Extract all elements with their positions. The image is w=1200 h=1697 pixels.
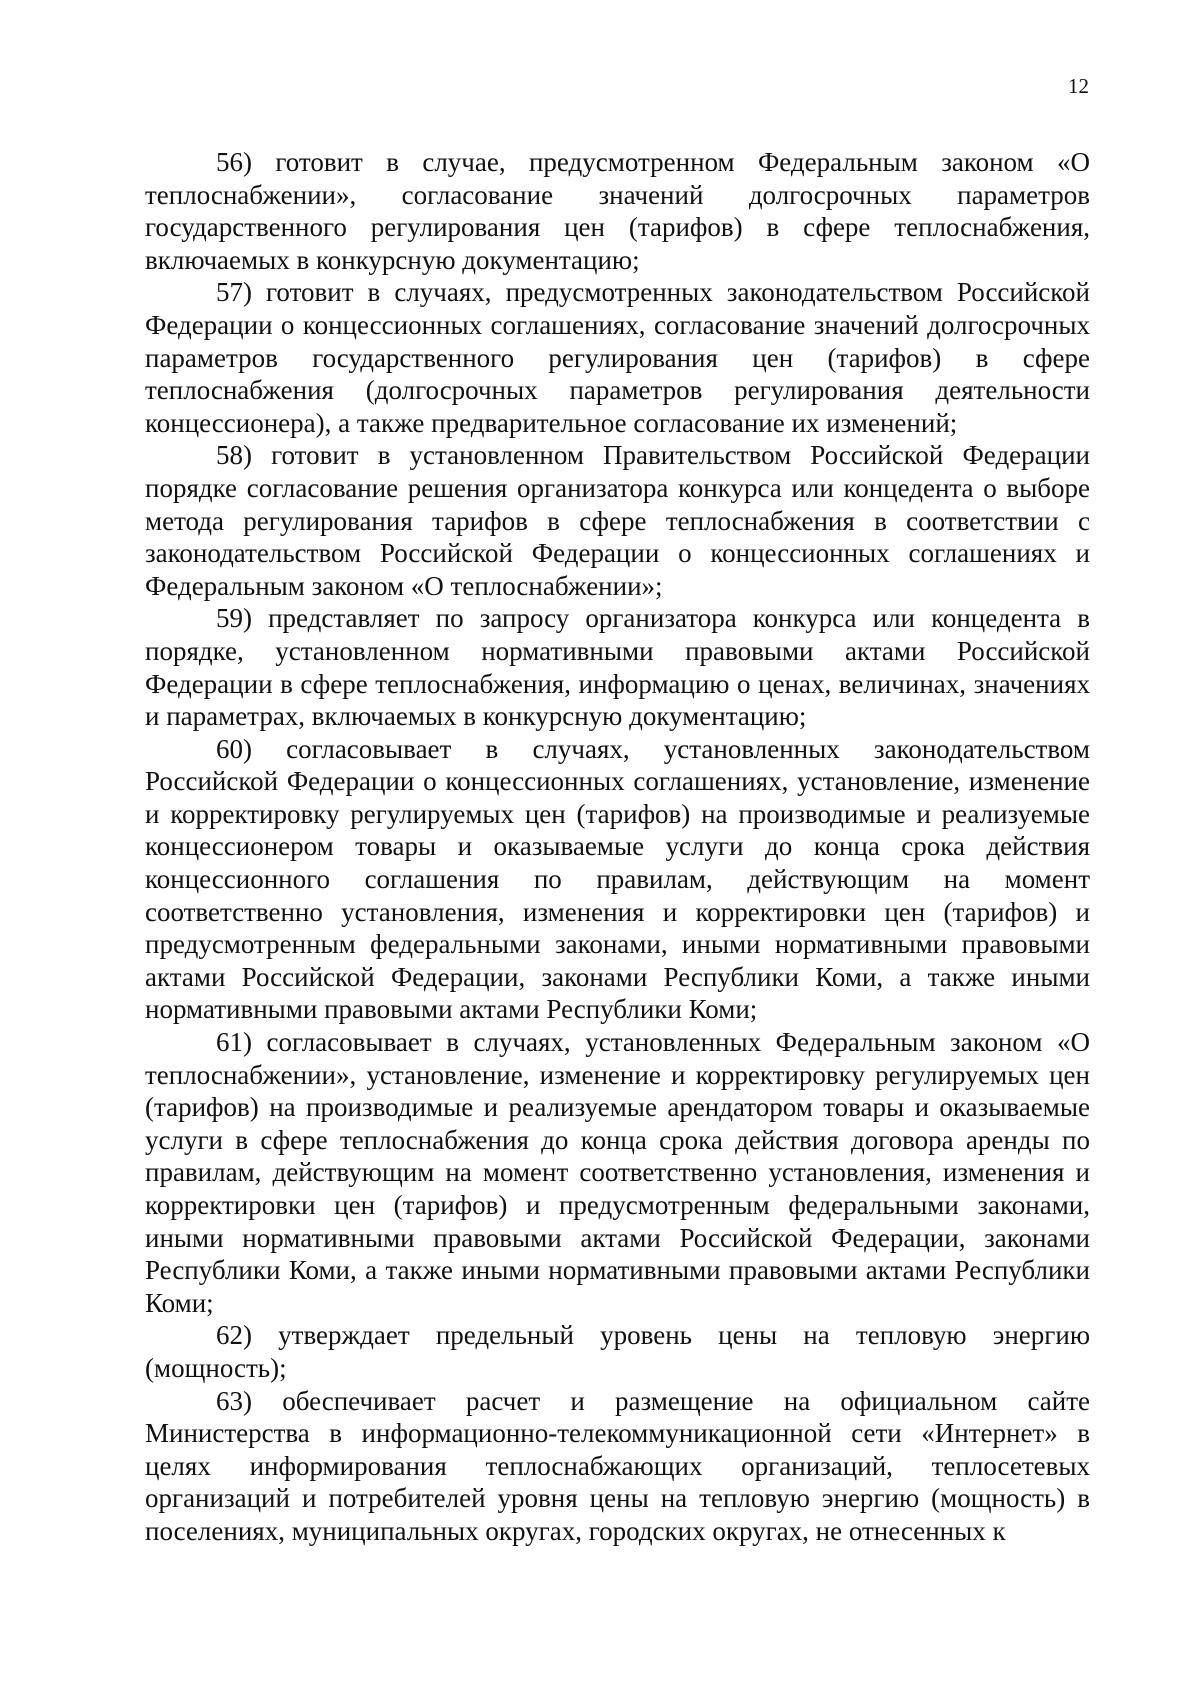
document-body	[145, 146, 1090, 1548]
list-item-63: 63) обеспечивает расчет и размещение на официальном сайте Министерства в информационно-телекоммуникационной сети «Интернет» в целях информирования теплоснабжающих организаций, теплосетевых организаций и потребителей уровня цены на тепловую энергию (мощность) в поселениях, муниципальных округах, городских округах, не отнесенных к	[145, 1385, 1090, 1546]
list-item-57: 57) готовит в случаях, предусмотренных законодательством Российской Федерации о концессионных соглашениях, согласование значений долгосрочных параметров государственного регулирования цен (тарифов) в сфере теплоснабжения (долгосрочных параметров регулирования деятельности концессионера), а также предварительное согласование их изменений;	[145, 277, 1090, 438]
list-item-60: 60) согласовывает в случаях, установленных законодательством Российской Федерации о концессионных соглашениях, установление, изменение и корректировку регулируемых цен (тарифов) на производимые и реализуемые концессионером товары и оказываемые услуги до конца срока действия концессионного соглашения по правилам, действующим на момент соответственно установления, изменения и корректировки цен (тарифов) и предусмотренным федеральными законами, иными нормативными правовыми актами Российской Федерации, законами Республики Коми, а также иными нормативными правовыми актами Республики Коми;	[145, 733, 1090, 1025]
list-item-59: 59) представляет по запросу организатора конкурса или концедента в порядке, установленном нормативными правовыми актами Российской Федерации в сфере теплоснабжения, информацию о ценах, величинах, значениях и параметрах, включаемых в конкурсную документацию;	[145, 603, 1090, 732]
list-item-62: 62) утверждает предельный уровень цены на тепловую энергию (мощность);	[145, 1320, 1090, 1383]
list-item-61: 61) согласовывает в случаях, установленных Федеральным законом «О теплоснабжении», установление, изменение и корректировку регулируемых цен (тарифов) на производимые и реализуемые арендатором товары и оказываемые услуги в сфере теплоснабжения до конца срока действия договора аренды по правилам, действующим на момент соответственно установления, изменения и корректировки цен (тарифов) и предусмотренным федеральными законами, иными нормативными правовыми актами Российской Федерации, законами Республики Коми, а также иными нормативными правовыми актами Республики Коми;	[145, 1027, 1090, 1318]
page-number: 12	[1068, 74, 1089, 98]
list-item-58: 58) готовит в установленном Правительством Российской Федерации порядке согласование решения организатора конкурса или концедента о выборе метода регулирования тарифов в сфере теплоснабжения в соответствии с законодательством Российской Федерации о концессионных соглашениях и Федеральным законом «О теплоснабжении»;	[145, 440, 1090, 601]
list-item-56: 56) готовит в случае, предусмотренном Федеральным законом «О теплоснабжении», согласование значений долгосрочных параметров государственного регулирования цен (тарифов) в сфере теплоснабжения, включаемых в конкурсную документацию;	[145, 147, 1090, 275]
